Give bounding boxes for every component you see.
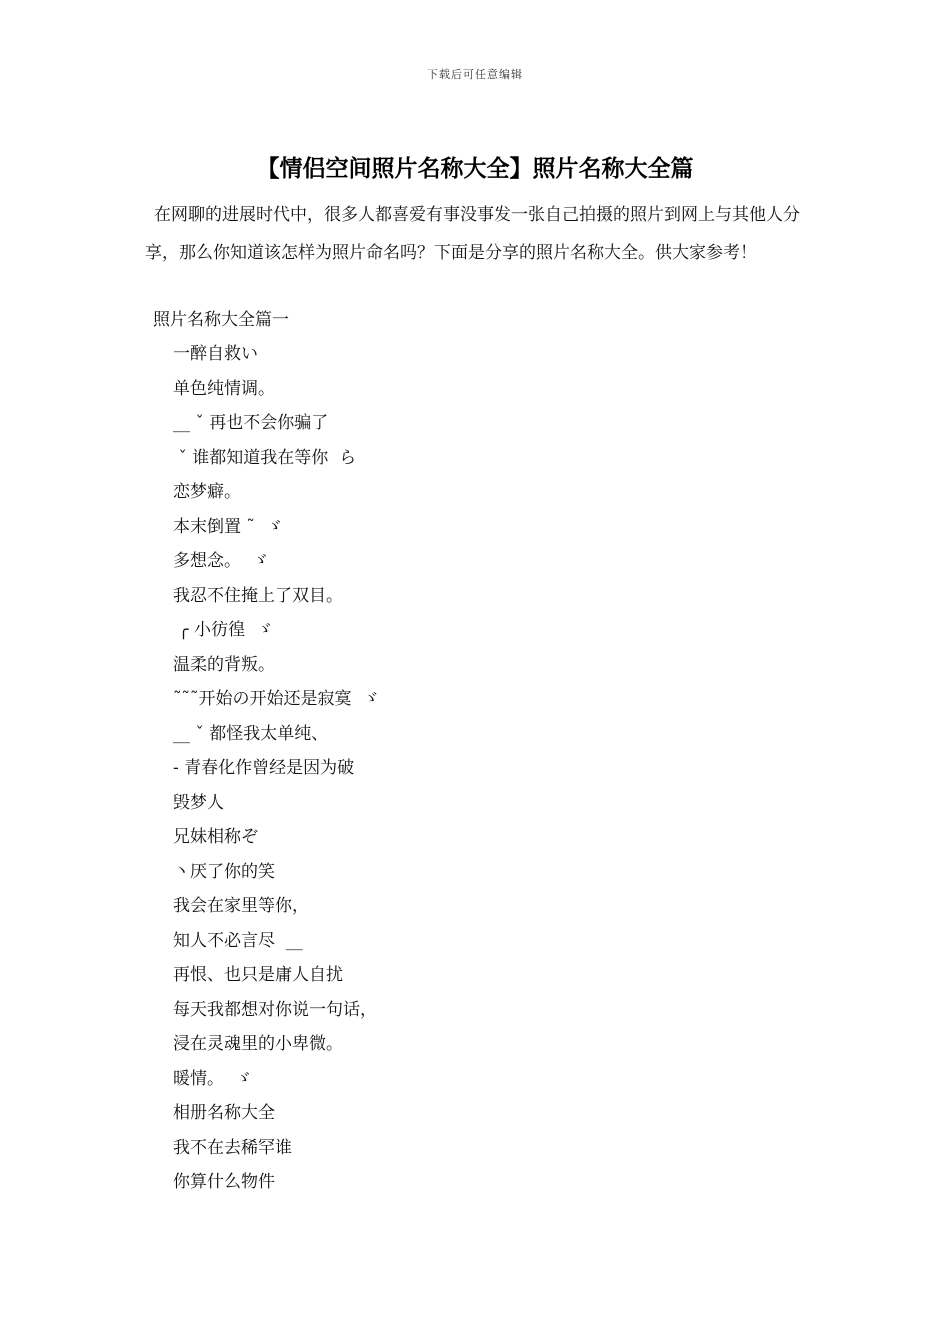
list-item: ˜˜˜开始の开始还是寂寞 ゞ [173, 689, 380, 709]
list-item: 兄妹相称ぞ [173, 827, 258, 847]
list-item: 你算什么物件 [173, 1172, 275, 1192]
list-item: 知人不必言尽 __ [173, 930, 303, 951]
list-item: - 青春化作曾经是因为破 [173, 758, 355, 778]
document-title: 【情侣空间照片名称大全】照片名称大全篇 [256, 156, 694, 182]
list-item: 单色纯情调。 [173, 378, 275, 399]
list-item: ˇ 谁都知道我在等你 ら [173, 447, 357, 468]
list-item: 我会在家里等你， [173, 896, 309, 916]
list-item: 再恨、也只是庸人自扰 [173, 965, 343, 985]
list-item: 丶厌了你的笑 [173, 861, 275, 882]
list-item: ╭ 小彷徨 ゞ [173, 620, 273, 640]
header-note: 下载后可任意编辑 [427, 68, 523, 81]
section-heading: 照片名称大全篇一 [153, 310, 289, 330]
list-item: 我忍不住掩上了双目。 [173, 585, 343, 606]
intro-paragraph: 在网聊的进展时代中，很多人都喜爱有事没事发一张自己拍摄的照片到网上与其他人分享，那么你知道该怎样为照片命名吗？下面是分享的照片名称大全。供大家参考！ [145, 205, 800, 263]
list-item: 相册名称大全 [173, 1103, 275, 1123]
list-item: 恋梦癖。 [173, 482, 241, 502]
list-item: 暖情。 ゞ [173, 1068, 252, 1089]
list-item: 浸在灵魂里的小卑微。 [173, 1034, 343, 1054]
photo-names-list [173, 340, 379, 1203]
list-item: __ ˇ 都怪我太单纯、 [173, 723, 329, 744]
list-item: 我不在去稀罕谁 [173, 1137, 292, 1158]
list-item: __ ˇ 再也不会你骗了 [173, 413, 329, 433]
list-item: 温柔的背叛。 [173, 654, 275, 675]
list-item: 多想念。 ゞ [173, 551, 269, 571]
list-item: 一醉自救い [173, 344, 258, 364]
list-item: 每天我都想对你说一句话， [173, 999, 377, 1020]
list-item: 本末倒置 ˜ ゞ [173, 516, 283, 537]
list-item: 毁梦人 [173, 792, 224, 813]
